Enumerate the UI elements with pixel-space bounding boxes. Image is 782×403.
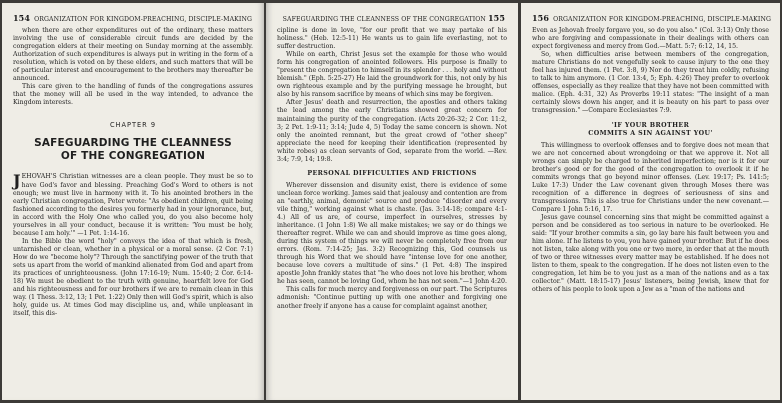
left-running-head: ORGANIZATION FOR KINGDOM-PREACHING, DISCIPLE-MAKING bbox=[34, 16, 253, 23]
page-number-155: 155 bbox=[488, 13, 505, 23]
right-subheading bbox=[532, 122, 769, 138]
right-paragraph-4: Jesus gave counsel concerning sins that might be committed against a person and be considered as too serious in nature to be overlooked. He said: "If your brother commits a sin, go lay bare his fault between you and him alone. If he listens to you, you have gained your brother. But if he does not listen, take along with you one or two more, in order that at the mouth of two or three witnesses every matter may be established. If he does not listen to them, speak to the congregation. If he does not listen even to the congregation, let him be to you just as a man of the nations and as a tax collector." (Matt. 18:15-17) Jesus' listeners, being Jewish, knew that for others of his people to look upon a Jew as a "man of the nations and bbox=[532, 213, 769, 294]
left-paragraph-4: In the Bible the word "holy" conveys the idea of that which is fresh, untarnished or clean, whether in a physical or a moral sense. (2 Cor. 7:1) How do we "become holy"? Through the sanctifying power of the truth that sets us apart from the world of mankind alienated from God and apart from its practices of unrighteousness. (John 17:16-19; Num. 15:40; 2 Cor. 6:14-18) We must be obedient to the truth with genuine, heartfelt love for God and his righteousness and for our brothers if we are to remain clean in this way. (1 Thess. 3:12, 13; 1 Pet. 1:22) Only then will God's spirit, which is also holy, guide us. At times God may discipline us, and, while unpleasant in itself, this dis- bbox=[13, 237, 253, 318]
middle-paragraph-3: After Jesus' death and resurrection, the apostles and others taking the lead among the early Christians showed great concern for maintaining the purity of the congregation. (Acts 20:26-32; 2 Cor. 11:2, 3; 2 Pet. 1:9-11; 3:14; Jude 4, 5) Today the same concern is shown. Not only the anointed remnant, but the great crowd of "other sheep" appreciate the need for keeping their identification (represented by white robes) as clean servants of God, separate from the world. —Rev. 3:4; 7:9, 14; 19:8. bbox=[277, 99, 507, 163]
right-page-header bbox=[532, 13, 772, 23]
right-running-head: ORGANIZATION FOR KINGDOM-PREACHING, DISCIPLE-MAKING bbox=[553, 16, 772, 23]
middle-paragraph-2: While on earth, Christ Jesus set the example for those who would form his congregation of anointed followers. His purpose is finally to "present the congregation to himself in its splendor . . . holy and without blemish." (Eph. 5:25-27) He laid the groundwork for this, not only by his own righteous example and by the purifying message he brought, but also by his ransom sacrifice by means of which sins may be forgiven. bbox=[277, 51, 507, 99]
right-page bbox=[521, 3, 780, 400]
chapter-label: CHAPTER 9 bbox=[109, 121, 157, 130]
chapter-title-line-2: OF THE CONGREGATION bbox=[60, 150, 206, 163]
right-subheading-line-1: 'IF YOUR BROTHER bbox=[611, 121, 690, 129]
middle-paragraph-1: cipline is done in love, "for our profit that we may partake of his holiness." (Heb. 12:5-11) He wants us to gain life everlasting, not to suffer destruction. bbox=[277, 27, 507, 51]
chapter-title bbox=[13, 137, 253, 163]
right-paragraph-1: Even as Jehovah freely forgave you, so do you also." (Col. 3:13) Only those who are forgiving and compassionate in their dealings with others can expect forgiveness and mercy from God.—Matt. 5:7; 6:12, 14, 15. bbox=[532, 27, 769, 51]
page-number-154: 154 bbox=[13, 13, 30, 23]
middle-running-head: SAFEGUARDING THE CLEANNESS OF THE CONGREGATION bbox=[282, 16, 486, 23]
left-paragraph-2: This care given to the handling of funds of the congregations assures that the money will all be used in the way intended, to advance the Kingdom interests. bbox=[13, 83, 253, 107]
left-paragraph-1: when there are other expenditures out of the ordinary, these matters involving the use of considerable circuit funds are decided by the congregation elders at their meeting on Sunday morning at the assembly. Authorization of such expenditures is always put in writing in the form of a resolution, which is voted on by these elders, and such matters that will be of particular interest and encouragement to the brothers may thereafter be announced. bbox=[13, 27, 253, 83]
middle-page bbox=[266, 3, 518, 400]
right-paragraph-2: So, when difficulties arise between members of the congregation, mature Christians do not vengefully seek to cause injury to the one they feel has injured them. (1 Pet. 3:8, 9) Nor do they treat him coldly, refusing to talk to him anymore. (1 Cor. 13:4, 5; Eph. 4:26) They prefer to overlook offenses, especially as they realize that they have not been committed with malice. (Eph. 4:31, 32) As Proverbs 19:11 states: "The insight of a man certainly slows down his anger, and it is beauty on his part to pass over transgression." —Compare Ecclesiastes 7:9. bbox=[532, 51, 769, 115]
right-subheading-line-2: COMMITS A SIN AGAINST YOU' bbox=[588, 129, 713, 137]
chapter-title-line-1: SAFEGUARDING THE CLEANNESS bbox=[34, 137, 232, 150]
page-number-156: 156 bbox=[532, 13, 549, 23]
middle-paragraph-5: This calls for much mercy and forgiveness on our part. The Scriptures admonish: "Continue putting up with one another and forgiving one another freely if anyone has a cause for complaint against another, bbox=[277, 286, 507, 310]
middle-subheading: PERSONAL DIFFICULTIES AND FRICTIONS bbox=[307, 169, 477, 177]
middle-paragraph-4: Wherever dissension and disunity exist, there is evidence of some unclean force working. James said that jealousy and contention are from an "earthly, animal, demonic" source and produce "disorder and every vile thing," working against what is chaste. (Jas. 3:14-18; compare 4:1-4.) All of us are, of course, imperfect in ourselves, stresses by inheritance. (1 John 1:8) We all make mistakes; we say or do things we thereafter regret. While we can and should improve as time goes along, during this system of things we will never be completely free from our errors. (Rom. 7:14-25; Jas. 3:2) Recognizing this, God counsels us through his Word that we should have "intense love for one another, because love covers a multitude of sins." (1 Pet. 4:8) The inspired apostle John frankly states that "he who does not love his brother, whom he has seen, cannot be loving God, whom he has not seen."—1 John 4:20. bbox=[277, 181, 507, 286]
right-paragraph-3: This willingness to overlook offenses and to forgive does not mean that we are not concerned about wrongdoing or that we approve it. Not all wrongs can simply be charged to inherited imperfection; nor is it for our brother's good or for the good of the congregation to overlook it if he commits wrongs that go beyond minor offenses. (Lev. 19:17; Ps. 141:5; Luke 17:3) Under the Law covenant given through Moses there was recognition of a difference in degrees of seriousness of sins and transgressions. This is also true for Christians under the new covenant.—Compare 1 John 5:16, 17. bbox=[532, 141, 769, 213]
middle-page-header bbox=[277, 13, 507, 23]
left-paragraph-3: JEHOVAH'S Christian witnesses are a clean people. They must be so to have God's favor and blessing. Preaching God's Word to others is not enough; we must live in harmony with it. To his anointed brothers in the early Christian congregation, Peter wrote: "As obedient children, quit being fashioned according to the desires you formerly had in your ignorance, but, in accord with the Holy One who called you, do you also become holy yourselves in all your conduct, because it is written: 'You must be holy, because I am holy.'" —1 Pet. 1:14-16. bbox=[13, 171, 253, 237]
left-page bbox=[2, 3, 264, 400]
left-page-header bbox=[13, 13, 253, 23]
